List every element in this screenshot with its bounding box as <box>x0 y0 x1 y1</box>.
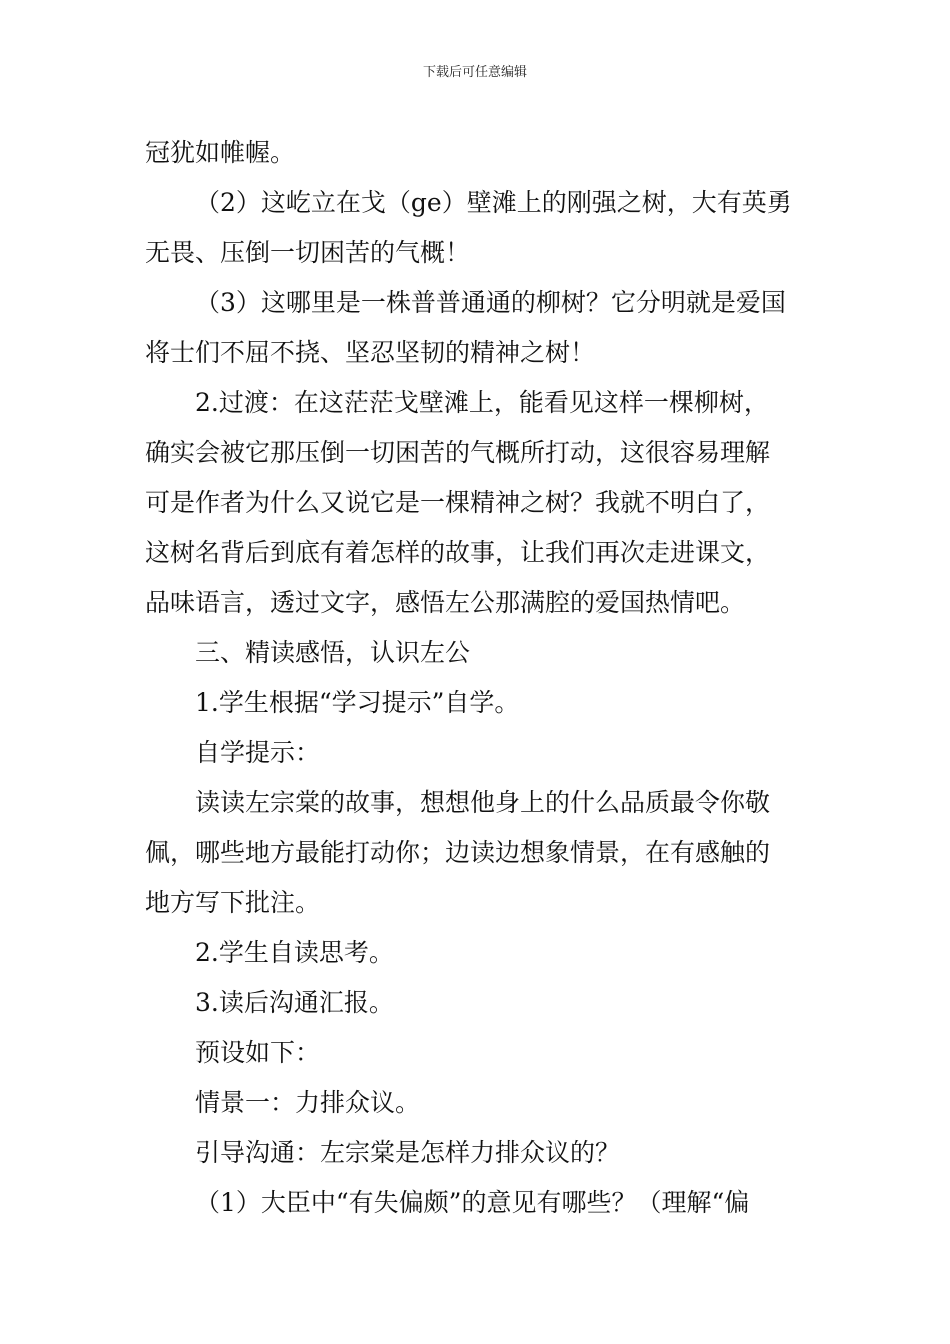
text-line: 情景一：力排众议。 <box>195 1088 421 1117</box>
text-line: （3）这哪里是一株普普通通的柳树？它分明就是爱国 <box>195 288 786 317</box>
text-line: 佩，哪些地方最能打动你；边读边想象情景，在有感触的 <box>145 838 771 867</box>
text-line: （1）大臣中“有失偏颇”的意见有哪些？（理解“偏 <box>195 1188 750 1217</box>
section-heading: 三、精读感悟，认识左公 <box>195 638 471 667</box>
text-line: 引导沟通：左宗棠是怎样力排众议的？ <box>195 1138 621 1167</box>
text-line: 2.过渡：在这茫茫戈壁滩上，能看见这样一棵柳树， <box>195 388 769 417</box>
text-line: 这树名背后到底有着怎样的故事，让我们再次走进课文， <box>145 538 771 567</box>
text-line: 冠犹如帷幄。 <box>145 138 296 167</box>
text-line: 预设如下： <box>195 1038 321 1067</box>
text-line: 读读左宗棠的故事，想想他身上的什么品质最令你敬 <box>195 788 771 817</box>
text-line: 无畏、压倒一切困苦的气概！ <box>145 238 471 267</box>
text-line: 地方写下批注。 <box>145 888 321 917</box>
text-line: 将士们不屈不挠、坚忍坚韧的精神之树！ <box>145 338 596 367</box>
text-line: 品味语言，透过文字，感悟左公那满腔的爱国热情吧。 <box>145 588 746 617</box>
text-line: （2）这屹立在戈（ge）壁滩上的刚强之树，大有英勇 <box>195 188 792 217</box>
body-text <box>145 128 807 1228</box>
text-line: 2.学生自读思考。 <box>195 938 394 967</box>
text-line: 3.读后沟通汇报。 <box>195 988 394 1017</box>
text-line: 可是作者为什么又说它是一棵精神之树？我就不明白了， <box>145 488 771 517</box>
text-line: 1.学生根据“学习提示”自学。 <box>195 688 520 717</box>
text-line: 确实会被它那压倒一切困苦的气概所打动，这很容易理解 <box>145 438 771 467</box>
page-header: 下载后可任意编辑 <box>422 65 527 80</box>
text-line: 自学提示： <box>195 738 321 767</box>
